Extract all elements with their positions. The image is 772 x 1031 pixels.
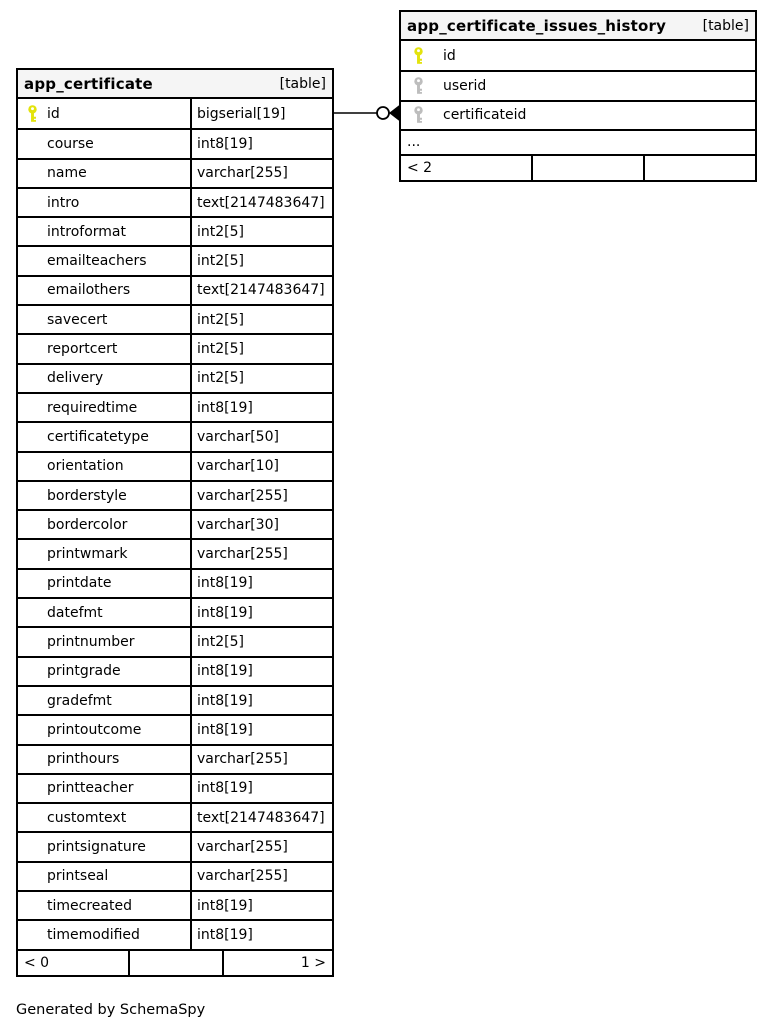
column-type: int2[5] [197,341,244,358]
column-type: varchar[255] [197,839,288,856]
column-type: varchar[10] [197,458,279,475]
table-row[interactable] [18,216,332,245]
column-type: int8[19] [197,897,253,914]
column-name: printoutcome [47,721,142,738]
column-type: int8[19] [197,780,253,797]
column-name: certificatetype [47,428,149,445]
table-row[interactable] [18,626,332,655]
column-type: int8[19] [197,663,253,680]
column-name: emailteachers [47,253,147,270]
column-type: int8[19] [197,692,253,709]
column-name-cell [18,833,192,860]
column-type: int8[19] [197,399,253,416]
key-icon [413,104,427,126]
table-row[interactable] [18,744,332,773]
table-row[interactable] [18,363,332,392]
column-name: printwmark [47,546,128,563]
column-name: printhours [47,751,120,768]
table-app-certificate [16,68,334,977]
column-name-cell [18,218,192,245]
column-type: varchar[255] [197,165,288,182]
table-row[interactable] [18,128,332,157]
table-header [18,70,332,99]
table-row[interactable] [18,919,332,948]
column-name: bordercolor [47,516,128,533]
table-title[interactable]: app_certificate [24,74,153,93]
column-rows [18,99,332,949]
column-name: intro [47,194,80,211]
column-type: int8[19] [197,926,253,943]
table-row[interactable] [18,685,332,714]
table-tag: [table] [702,17,749,34]
column-name: customtext [47,809,127,826]
column-type: int2[5] [197,311,244,328]
table-row[interactable] [401,100,755,129]
table-row[interactable] [18,890,332,919]
footer-middle-cell [130,951,224,975]
column-name: datefmt [47,604,103,621]
column-type: int2[5] [197,633,244,650]
column-type: varchar[255] [197,487,288,504]
column-type: varchar[50] [197,428,279,445]
column-name-cell [18,189,192,216]
column-name-cell [18,863,192,890]
footer-children-count: < 2 [401,156,533,180]
column-name-cell [18,453,192,480]
column-name: timemodified [47,926,140,943]
table-row[interactable] [18,392,332,421]
column-name: printnumber [47,633,135,650]
relationship-connector [334,100,400,126]
column-name: printsignature [47,839,146,856]
column-name-cell [18,628,192,655]
column-type: text[2147483647] [197,809,325,826]
table-row[interactable] [18,275,332,304]
column-name-cell [18,99,192,128]
column-name-cell [18,746,192,773]
column-name: orientation [47,458,124,475]
column-name-cell [401,72,755,99]
column-name: introformat [47,223,126,240]
column-type: int8[19] [197,575,253,592]
column-name: userid [443,77,487,94]
column-name-cell [18,540,192,567]
table-row[interactable] [18,480,332,509]
column-name: requiredtime [47,399,138,416]
column-name-cell [18,160,192,187]
ellipsis-row: ... [401,129,755,154]
column-type: bigserial[19] [197,105,286,122]
column-name: gradefmt [47,692,112,709]
column-name: emailothers [47,282,131,299]
column-name-cell [18,306,192,333]
column-name-cell [18,921,192,948]
column-name: timecreated [47,897,132,914]
column-type: int2[5] [197,370,244,387]
table-row[interactable] [401,41,755,70]
key-icon [413,75,427,97]
column-rows [401,41,755,129]
table-row[interactable] [18,451,332,480]
column-name: printteacher [47,780,134,797]
column-name: id [443,47,456,64]
table-title[interactable]: app_certificate_issues_history [407,16,667,35]
column-type: text[2147483647] [197,194,325,211]
table-row[interactable] [18,568,332,597]
column-name-cell [401,102,755,129]
table-row[interactable] [18,245,332,274]
column-name-cell [18,892,192,919]
table-row[interactable] [18,421,332,450]
table-row[interactable] [18,333,332,362]
column-name-cell [18,277,192,304]
column-name-cell [18,423,192,450]
column-name-cell [18,365,192,392]
column-name: printseal [47,868,109,885]
table-row[interactable] [18,158,332,187]
column-name-cell [18,687,192,714]
table-header [401,12,755,41]
table-row[interactable] [18,773,332,802]
column-name: id [47,105,60,122]
table-row[interactable] [18,831,332,860]
column-type: varchar[255] [197,868,288,885]
column-type: int8[19] [197,604,253,621]
column-name: printgrade [47,663,121,680]
generator-note: Generated by SchemaSpy [16,1002,206,1018]
table-row[interactable] [18,187,332,216]
footer-middle-cell [533,156,645,180]
column-type: int8[19] [197,721,253,738]
table-footer [18,949,332,975]
table-row[interactable] [18,99,332,128]
table-row[interactable] [18,714,332,743]
table-tag: [table] [279,75,326,92]
column-name-cell [18,658,192,685]
column-type: varchar[255] [197,751,288,768]
column-name-cell [18,394,192,421]
crows-foot-arrow [389,105,400,122]
footer-parents-count: 1 > [300,954,326,971]
column-name: printdate [47,575,112,592]
column-type: varchar[30] [197,516,279,533]
column-name: reportcert [47,341,118,358]
column-name-cell [18,599,192,626]
zero-or-one-circle [377,107,389,119]
table-row[interactable] [18,597,332,626]
table-row[interactable] [18,861,332,890]
column-name: borderstyle [47,487,127,504]
column-type: int8[19] [197,135,253,152]
column-name-cell [18,716,192,743]
column-name-cell [18,130,192,157]
column-name: savecert [47,311,108,328]
column-type: int2[5] [197,223,244,240]
table-row[interactable] [18,802,332,831]
column-name-cell [18,511,192,538]
column-name: certificateid [443,107,527,124]
column-name-cell [18,775,192,802]
table-row[interactable] [18,538,332,567]
table-row[interactable] [18,656,332,685]
column-type: int2[5] [197,253,244,270]
table-row[interactable] [18,509,332,538]
column-name-cell [401,41,755,70]
key-icon [27,103,41,125]
column-name: course [47,135,94,152]
table-row[interactable] [18,304,332,333]
column-name-cell [18,804,192,831]
table-row[interactable] [401,70,755,99]
column-name-cell [18,482,192,509]
table-footer [401,154,755,180]
column-name: delivery [47,370,104,387]
footer-right-cell [645,156,755,180]
column-name: name [47,165,87,182]
table-app-certificate-issues-history [399,10,757,182]
column-name-cell [18,247,192,274]
column-name-cell [18,570,192,597]
column-name-cell [18,335,192,362]
key-icon [413,45,427,67]
footer-children-count: < 0 [18,951,130,975]
column-type: text[2147483647] [197,282,325,299]
column-type: varchar[255] [197,546,288,563]
